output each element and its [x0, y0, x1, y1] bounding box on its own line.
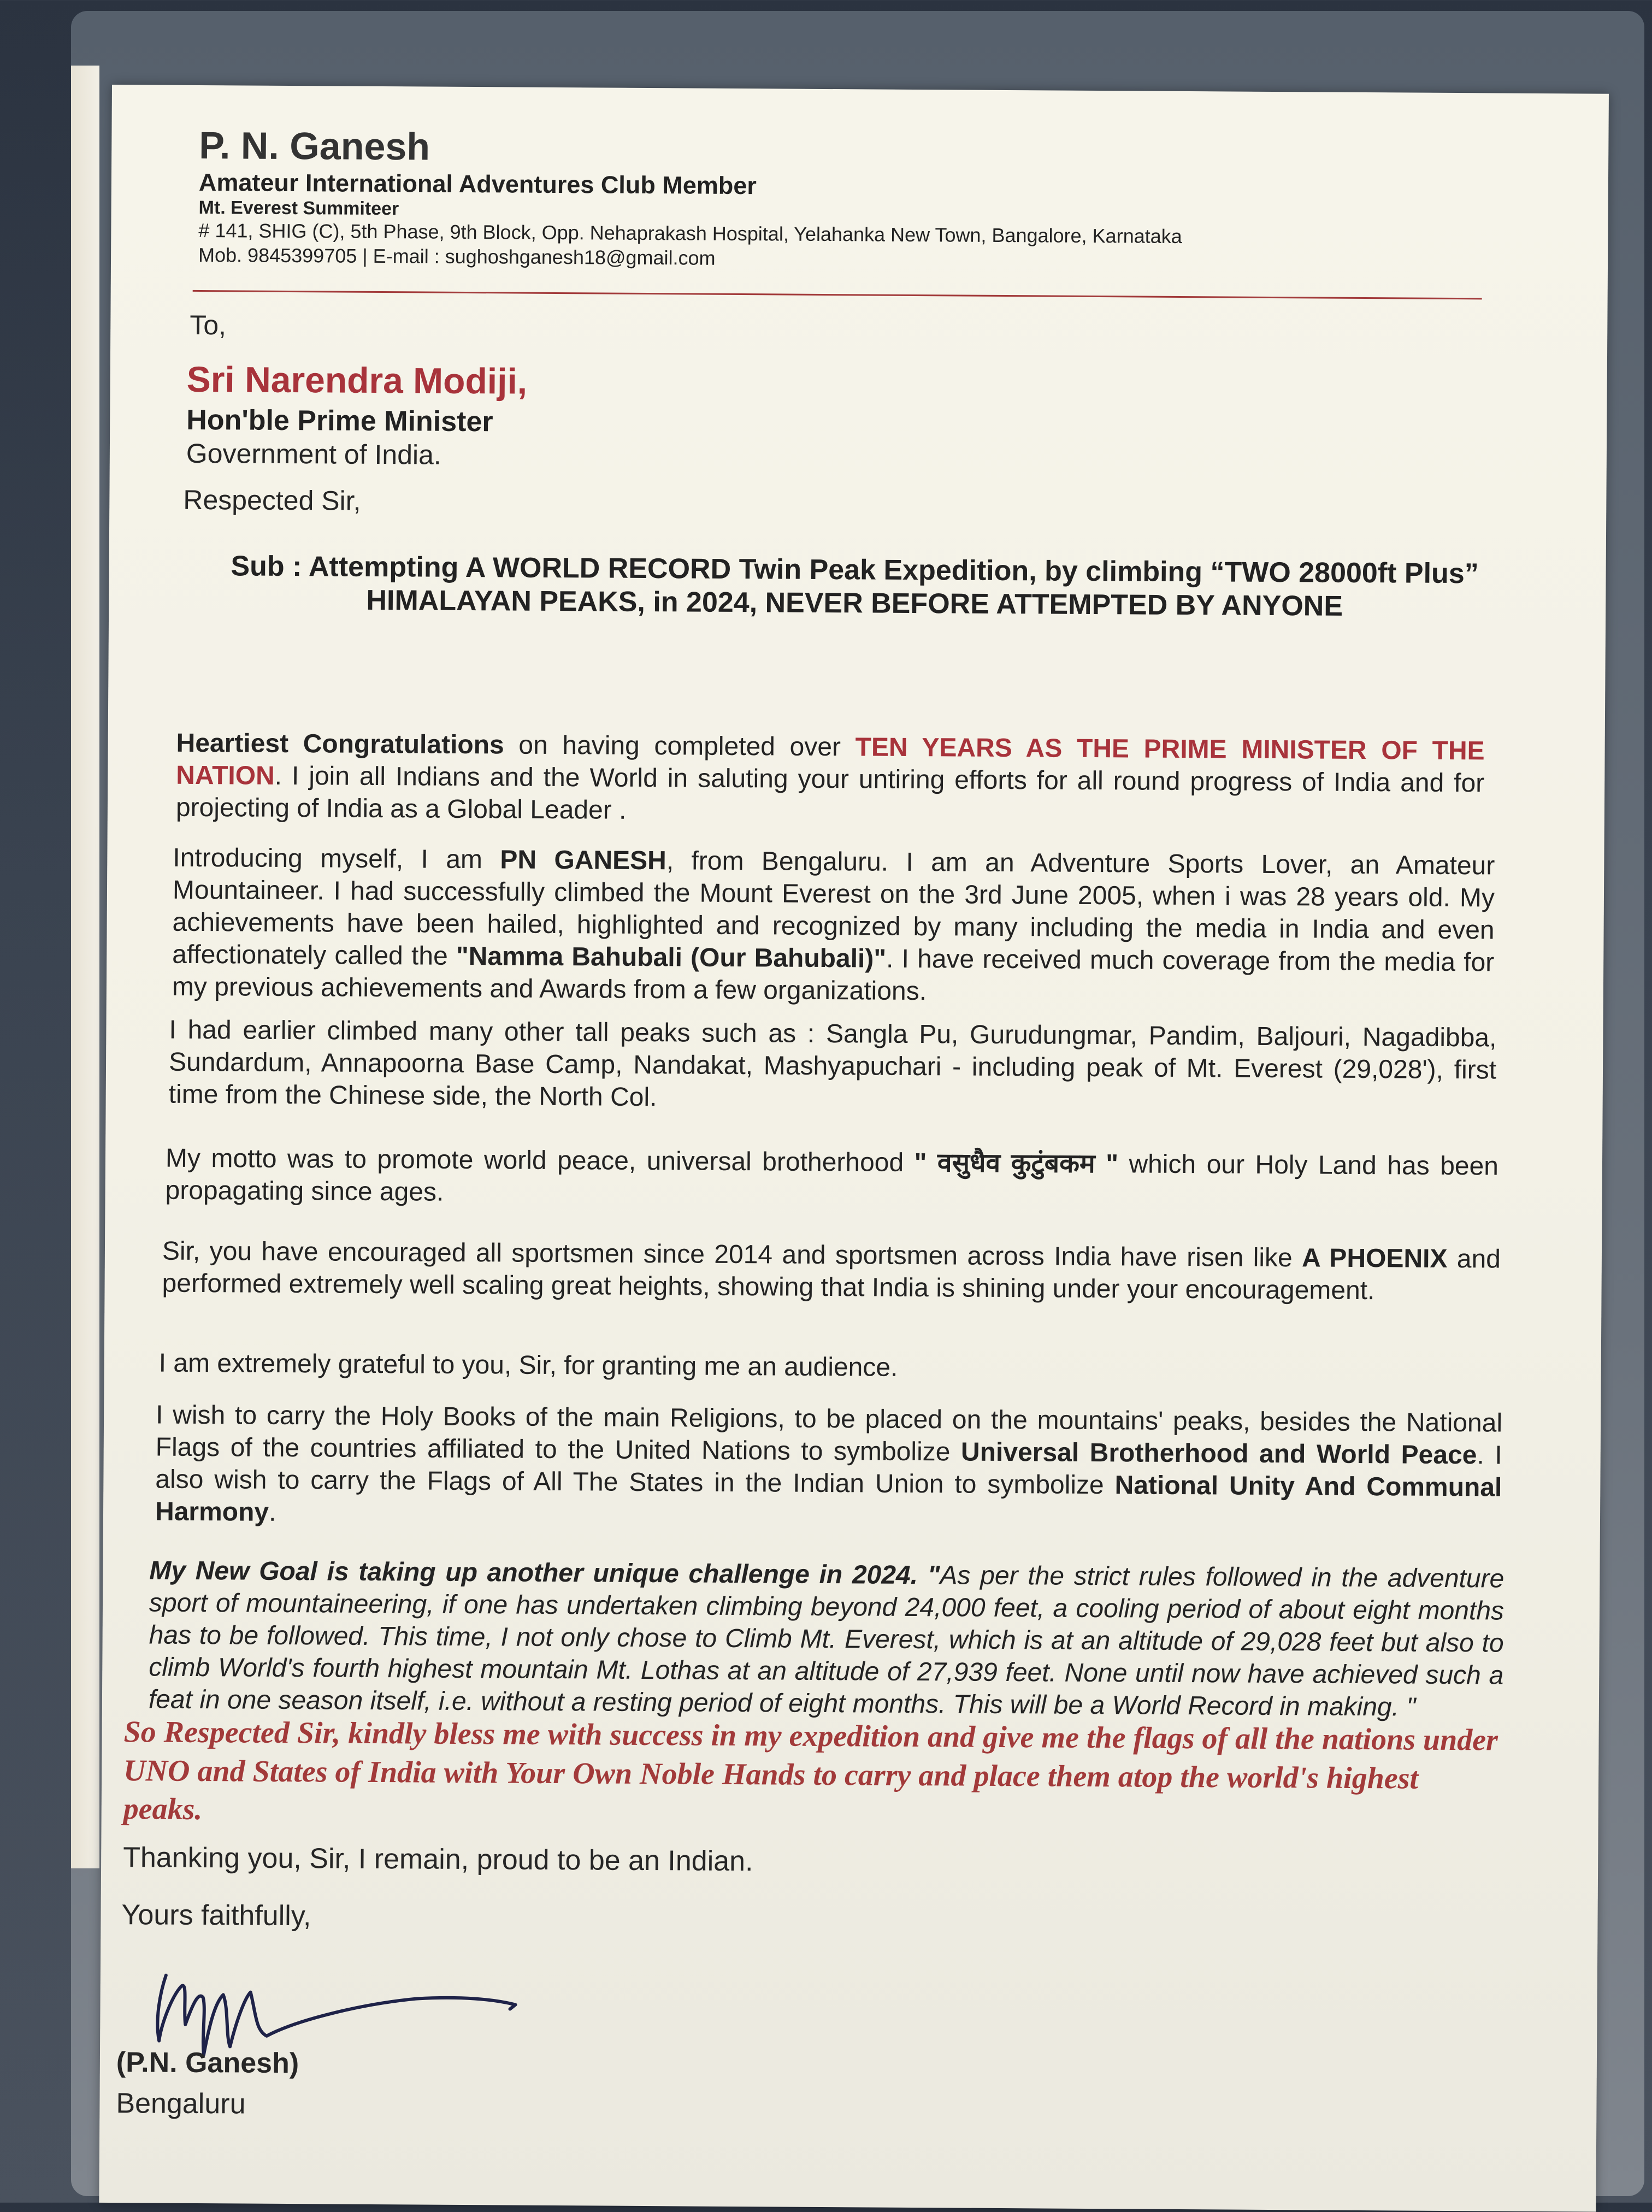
p7-text1: I wish to carry the Holy Books of the main Religions, to be placed on the mountains' peaks, besides the National Flags of the countries affiliated to the United Nations to symbolize [155, 1400, 1503, 1467]
p7-bold2: National Unity And Communal Harmony [155, 1471, 1502, 1527]
paragraph-phoenix [162, 1235, 1501, 1308]
p4-text2: which our Holy Land has been propagating since ages. [165, 1149, 1499, 1207]
p8-bold: My New Goal is taking up another unique challenge in 2024. " [149, 1556, 940, 1590]
adjacent-page-edge [71, 66, 99, 1868]
p5-text1: Sir, you have encouraged all sportsmen since 2014 and sportsmen across India have risen like [162, 1236, 1302, 1273]
p1-highlight: TEN YEARS AS THE PRIME MINISTER OF THE NATION [176, 733, 1485, 791]
signer-city: Bengaluru [116, 2087, 246, 2120]
p2-text2: , from Bengaluru. I am an Adventure Sports Lover, an Amateur Mountaineer. I had successfully climbed the Mount Everest on the 3rd June 2005, when i was 28 years old. My achievements have been hailed, highlighted and recognized by many including the media in India and even affectionately called the [172, 846, 1495, 971]
p1-bold: Heartiest Congratulations [176, 728, 504, 760]
paragraph-motto [165, 1142, 1498, 1215]
letterhead-address: # 141, SHIG (C), 5th Phase, 9th Block, Opp. Nehaprakash Hospital, Yelahanka New Town, Bangalore, Karnataka [198, 219, 1182, 247]
paragraph-holy-books [155, 1399, 1502, 1536]
paragraph-congratulations [176, 727, 1485, 832]
p5-text2: and performed extremely well scaling great heights, showing that India is shining under your encouragement. [162, 1244, 1501, 1306]
letterhead-summiteer: Mt. Everest Summiteer [198, 197, 399, 220]
p1-text1: on having completed over [504, 730, 856, 762]
p7-bold1: Universal Brotherhood and World Peace [960, 1437, 1477, 1470]
p7-text3: . [268, 1497, 276, 1527]
p2-text3: . I have received much coverage from the media for my previous achievements and Awards from a few organizations. [172, 944, 1495, 1006]
p4-text1: My motto was to promote world peace, universal brotherhood [165, 1143, 914, 1178]
letterhead-contact: Mob. 9845399705 | E-mail : sughoshganesh18@gmail.com [198, 243, 716, 269]
closing-request: So Respected Sir, kindly bless me with success in my expedition and give me the flags of all the nations under UNO and States of India with Your Own Noble Hands to carry and place them atop the world's highest peaks. [123, 1715, 1498, 1827]
p2-text1: Introducing myself, I am [173, 843, 500, 875]
p4-hindi: " वसुधैव कुटुंबकम " [914, 1148, 1119, 1179]
letterhead-name: P. N. Ganesh [199, 123, 430, 168]
paragraph-peaks: I had earlier climbed many other tall peaks such as : Sangla Pu, Gurudungmar, Pandim, Baljouri, Nagadibba, Sundardum, Annapoorna Base Camp, Nandakat, Mashyapuchari - including peak of Mt. Everest (29,028'), first time from the Chinese side, the North Col. [168, 1015, 1497, 1112]
p5-bold: A PHOENIX [1301, 1243, 1448, 1273]
p7-text2: . I also wish to carry the Flags of All The States in the Indian Union to symbolize [155, 1441, 1502, 1500]
paragraph-introduction [172, 842, 1495, 1011]
p2-bold2: "Namma Bahubali (Our Bahubali)" [456, 941, 887, 974]
salutation: Respected Sir, [183, 484, 361, 516]
letter-page [99, 85, 1609, 2212]
p1-text2: . I join all Indians and the World in saluting your untiring efforts for all round progress of India and for projecting of India as a Global Leader . [175, 761, 1485, 825]
recipient-title: Hon'ble Prime Minister [186, 404, 493, 438]
subject-line: Sub : Attempting A WORLD RECORD Twin Peak Expedition, by climbing “TWO 28000ft Plus” HIMALAYAN PEAKS, in 2024, NEVER BEFORE ATTEMPTED BY ANYONE [231, 550, 1479, 623]
signer-name: (P.N. Ganesh) [116, 2046, 299, 2080]
paragraph-new-goal [149, 1554, 1504, 1724]
p8-text: As per the strict rules followed in the adventure sport of mountaineering, if one has undertaken climbing beyond 24,000 feet, a cooling period of about eight months has to be followed. This time, I not only chose to Climb Mt. Everest, which is at an altitude of 29,028 feet but also to climb World's fourth highest mountain Mt. Lothas at an altitude of 27,939 feet. None until now have achieved such a feat in one season itself, i.e. without a resting period of eight months. This will be a World Record in making. " [148, 1561, 1504, 1722]
recipient-government: Government of India. [186, 438, 441, 470]
thanks-line: Thanking you, Sir, I remain, proud to be an Indian. [122, 1842, 753, 1878]
paragraph-gratitude: I am extremely grateful to you, Sir, for granting me an audience. [158, 1348, 898, 1382]
yours-faithfully: Yours faithfully, [121, 1899, 311, 1932]
letterhead-divider [193, 290, 1482, 299]
to-line: To, [190, 309, 227, 341]
p2-bold1: PN GANESH [500, 845, 666, 876]
letterhead-club: Amateur International Adventures Club Member [198, 168, 757, 200]
recipient-name: Sri Narendra Modiji, [186, 358, 528, 402]
